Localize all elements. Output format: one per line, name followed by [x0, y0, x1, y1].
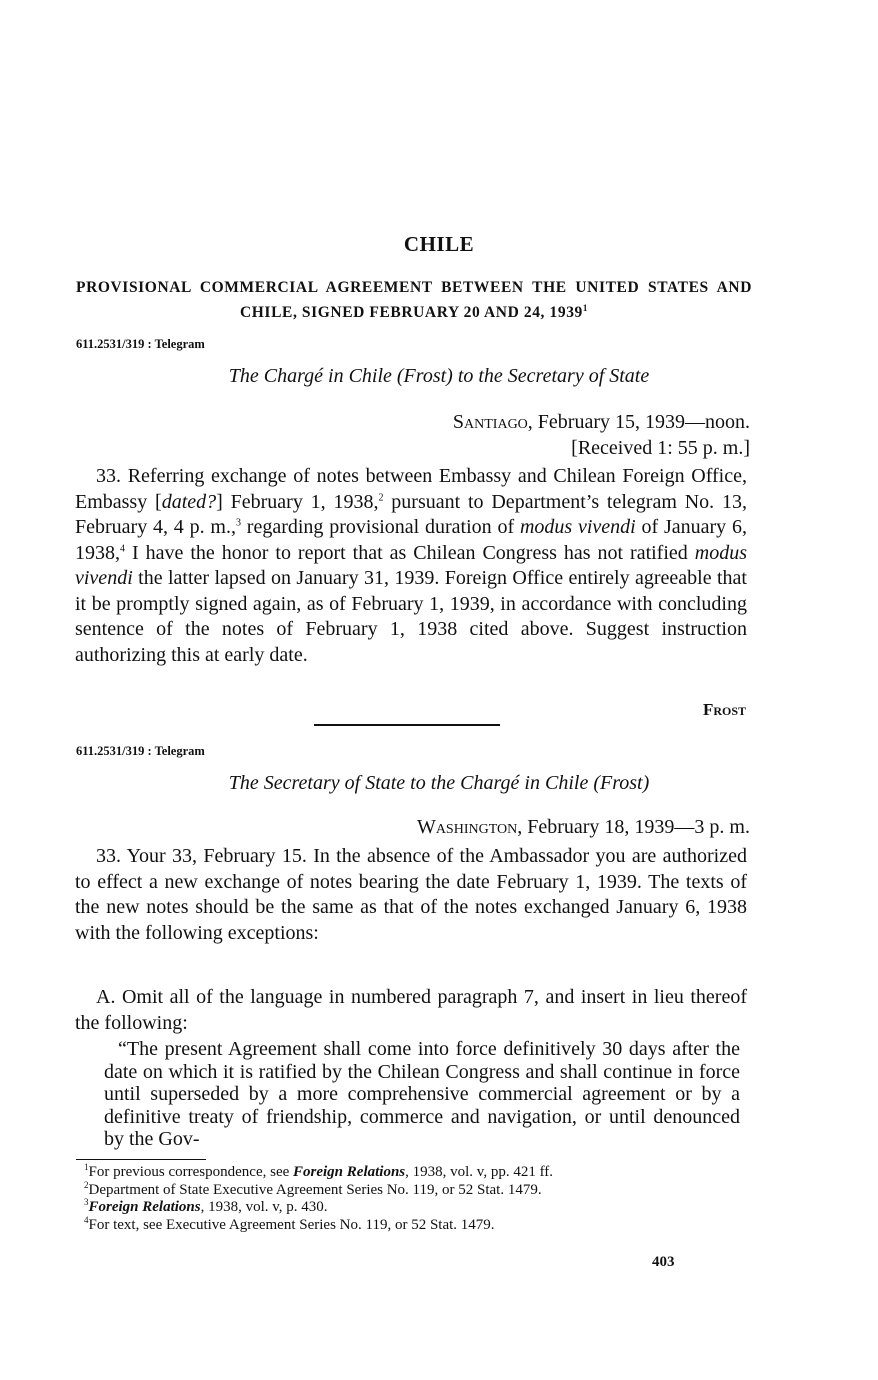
footnote-divider [76, 1159, 206, 1160]
file-reference: 611.2531/319 : Telegram [76, 744, 205, 758]
body-italic: dated? [161, 490, 217, 513]
footnote-ref: 3 [235, 517, 241, 529]
footnote [84, 1179, 748, 1200]
footnote-italic: Foreign Relations [293, 1164, 406, 1180]
section-heading-text: PROVISIONAL COMMERCIAL AGREEMENT BETWEEN THE UNITED STATES AND CHILE, SIGNED FEBRUARY 20 AND 24, 1939 [76, 279, 752, 322]
footnote [84, 1214, 748, 1235]
footnote [84, 1199, 748, 1217]
body-text: pursuant to Department’s telegram No. 13, February 4, 4 p. m., [75, 490, 747, 538]
footnote-number: 3 [84, 1197, 89, 1207]
footnote-number: 4 [84, 1214, 89, 1225]
dateline [453, 411, 750, 434]
footnote-text: For previous correspondence, see [88, 1164, 294, 1180]
body-text: the latter lapsed on January 31, 1939. Foreign Office entirely agreeable that it be promptly signed again, as of February 1, 1939, in accordance with concluding sentence of the notes of February 1, 1938 cited above. Suggest instruction authorizing this at early date. [75, 567, 747, 666]
dateline-place: Washington [416, 816, 518, 838]
quoted-text: “The present Agreement shall come into force definitively 30 days after the date on which it is ratified by the Chilean Congress and shall continue in force until superseded by a more comprehensive commercial agreement or by a definitive treaty of friendship, commerce and navigation, or until denounced by the Gov- [104, 1038, 740, 1150]
exception-item-a: A. Omit all of the language in numbered paragraph 7, and insert in lieu thereof the following: [75, 986, 747, 1034]
section-divider [314, 724, 500, 726]
document-title: The Secretary of State to the Chargé in Chile (Frost) [228, 772, 650, 794]
country-heading: CHILE [403, 232, 475, 256]
page-number: 403 [652, 1254, 675, 1270]
document-title: The Chargé in Chile (Frost) to the Secretary of State [228, 365, 650, 387]
footnote-number: 2 [84, 1179, 89, 1190]
footnote-text: , 1938, vol. v, p. 430. [200, 1199, 328, 1215]
body-italic: modus vivendi [519, 516, 636, 538]
footnote-italic: Foreign Relations [88, 1199, 201, 1215]
dateline [417, 816, 750, 839]
received-line: [Received 1: 55 p. m.] [571, 437, 750, 459]
dateline-date: , February 18, 1939—3 p. m. [517, 816, 750, 838]
body-text: regarding provisional duration of [240, 516, 520, 538]
dateline-date: , February 15, 1939—noon. [527, 411, 750, 433]
file-reference: 611.2531/319 : Telegram [76, 337, 205, 351]
footnote-number: 1 [84, 1162, 89, 1172]
body-text: I have the honor to report that as Chilean Congress has not ratified [125, 541, 695, 564]
body-italic: modus vivendi [75, 541, 747, 589]
dateline-place: Santiago [452, 411, 528, 433]
footnote-ref: 4 [120, 542, 125, 554]
body-text: ] February 1, 1938, [216, 490, 379, 513]
footnote-ref: 1 [582, 303, 589, 313]
body-text: 33. Referring exchange of notes between Embassy and Chilean Foreign Office, Embassy [ [75, 465, 747, 513]
telegram-body [75, 464, 747, 668]
footnote [84, 1164, 748, 1182]
footnotes [84, 1164, 748, 1234]
signature: Frost [702, 700, 746, 719]
footnote-ref: 2 [378, 491, 384, 503]
body-text: of January 6, 1938, [75, 516, 747, 564]
section-heading [76, 277, 752, 323]
telegram-body: 33. Your 33, February 15. In the absence of the Ambassador you are authorized to effect a new exchange of notes bearing the date February 1, 1939. The texts of the new notes should be the same as that of the notes exchanged January 6, 1938 with the following exceptions: [75, 845, 747, 944]
footnote-text: For text, see Executive Agreement Series No. 119, or 52 Stat. 1479. [88, 1216, 495, 1233]
footnote-text: , 1938, vol. v, pp. 421 ff. [405, 1164, 554, 1180]
footnote-text: Department of State Executive Agreement Series No. 119, or 52 Stat. 1479. [88, 1181, 542, 1198]
